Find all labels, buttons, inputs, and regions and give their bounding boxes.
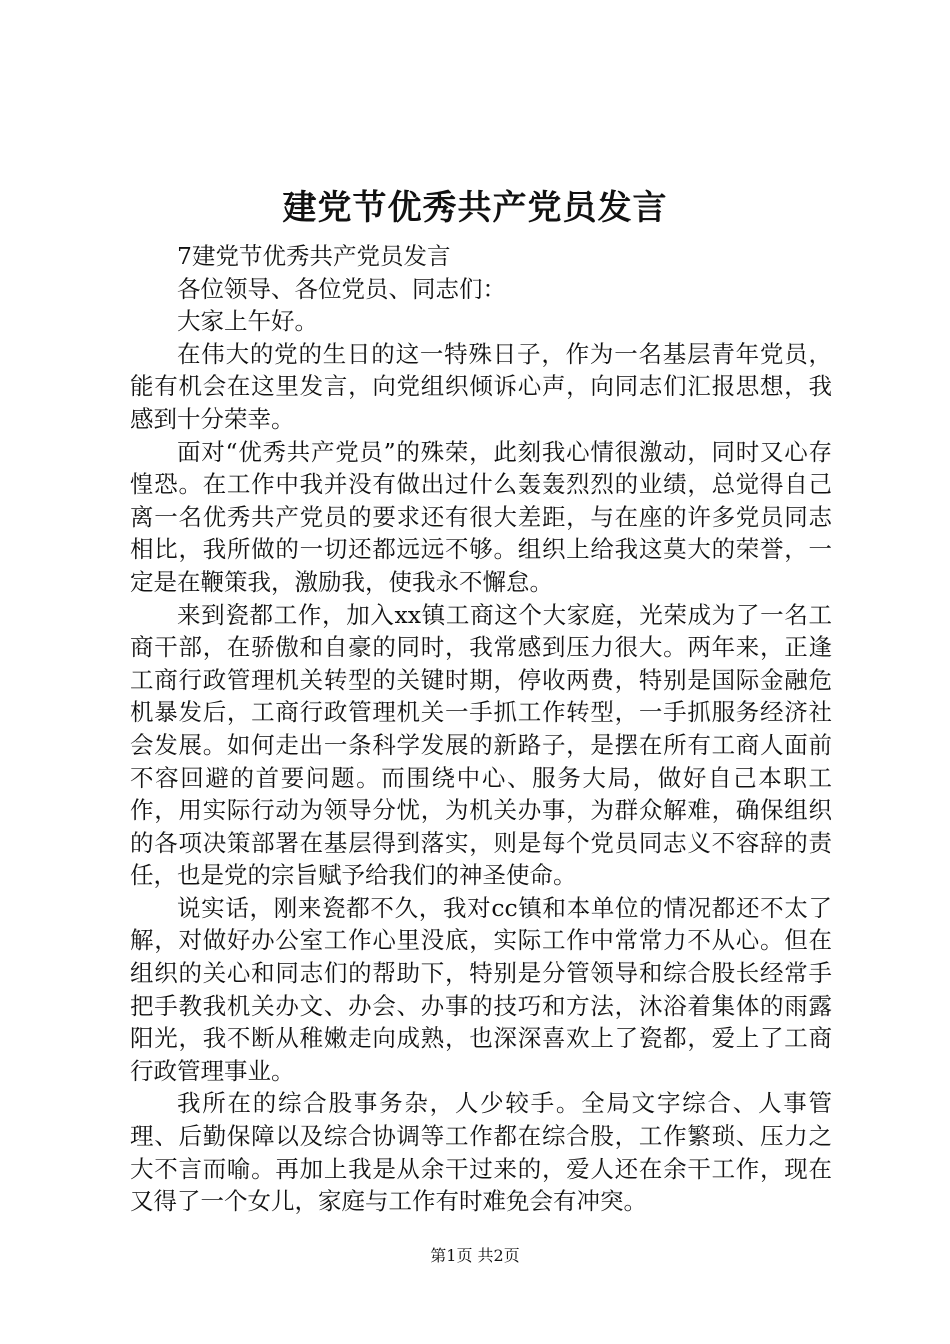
paragraph: 我所在的综合股事务杂，人少较手。全局文字综合、人事管理、后勤保障以及综合协调等工作都在综合股，工作繁琐、压力之大不言而喻。再加上我是从余干过来的，爱人还在余干工作，现在又得了一个女儿，家庭与工作有时难免会有冲突。 <box>130 1089 832 1216</box>
document-body <box>130 240 832 1218</box>
paragraph: 来到瓷都工作，加入xx镇工商这个大家庭，光荣成为了一名工商干部，在骄傲和自豪的同时，我常感到压力很大。两年来，正逢工商行政管理机关转型的关键时期，停收两费，特别是国际金融危机暴发后，工商行政管理机关一手抓工作转型，一手抓服务经济社会发展。如何走出一条科学发展的新路子，是摆在所有工商人面前不容回避的首要问题。而围绕中心、服务大局，做好自己本职工作，用实际行动为领导分忧，为机关办事，为群众解难，确保组织的各项决策部署在基层得到落实，则是每个党员同志义不容辞的责任，也是党的宗旨赋予给我们的神圣使命。 <box>130 600 832 890</box>
paragraph: 说实话，刚来瓷都不久，我对cc镇和本单位的情况都还不太了解，对做好办公室工作心里没底，实际工作中常常力不从心。但在组织的关心和同志们的帮助下，特别是分管领导和综合股长经常手把手教我机关办文、办会、办事的技巧和方法，沐浴着集体的雨露阳光，我不断从稚嫩走向成熟，也深深喜欢上了瓷都，爱上了工商行政管理事业。 <box>130 893 832 1085</box>
page-footer: 第1页 共2页 <box>430 1246 520 1265</box>
paragraph: 大家上午好。 <box>177 307 318 336</box>
paragraph: 各位领导、各位党员、同志们： <box>177 274 506 303</box>
paragraph: 在伟大的党的生日的这一特殊日子，作为一名基层青年党员，能有机会在这里发言，向党组织倾诉心声，向同志们汇报思想，我感到十分荣幸。 <box>130 339 832 433</box>
paragraph: 面对“优秀共产党员”的殊荣，此刻我心情很激动，同时又心存惶恐。在工作中我并没有做出过什么轰轰烈烈的业绩，总觉得自己离一名优秀共产党员的要求还有很大差距，与在座的许多党员同志相比，我所做的一切还都远远不够。组织上给我这莫大的荣誉，一定是在鞭策我，激励我，使我永不懈怠。 <box>130 437 832 596</box>
document-title: 建党节优秀共产党员发言 <box>282 188 668 228</box>
paragraph: 7建党节优秀共产党员发言 <box>177 242 451 270</box>
